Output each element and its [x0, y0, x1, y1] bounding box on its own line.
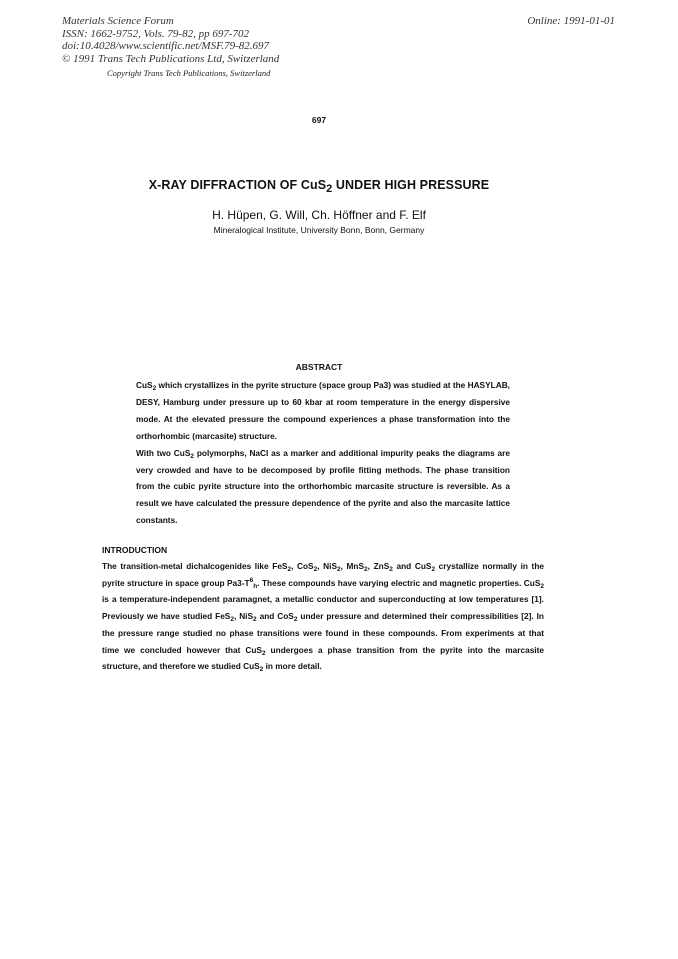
- page-number: 697: [311, 115, 327, 125]
- paper-title: [0, 178, 638, 195]
- text-run: , ZnS: [367, 561, 390, 571]
- text-run: The transition-metal dichalcogenides like FeS: [102, 561, 288, 571]
- abstract-paragraph-2: [136, 445, 510, 530]
- introduction-heading: INTRODUCTION: [102, 545, 168, 555]
- issn-line: ISSN: 1662-9752, Vols. 79-82, pp 697-702: [62, 27, 249, 40]
- title-suffix: UNDER HIGH PRESSURE: [332, 178, 490, 192]
- abstract-paragraph-1: [136, 377, 510, 445]
- subscript: 2: [259, 666, 264, 674]
- text-run: is a temperature-independent paramagnet, a metallic conductor and superconducting at low temperatures [1]. Previously we have studied FeS: [102, 594, 544, 622]
- subscript: 2: [261, 649, 266, 657]
- authors: H. Hüpen, G. Will, Ch. Höffner and F. Elf: [212, 208, 426, 222]
- text-run: which crystallizes in the pyrite structure (space group Pa3) was studied at the HASYLAB, DESY, Hamburg under pressure up to 60 kbar at room temperature in the energy dispersive mode. At the elevated pressure the compound experiences a phase transformation into the orthorhombic (marcasite) structure.: [136, 380, 510, 441]
- subscript: 2: [431, 566, 436, 573]
- subscript: 2: [190, 452, 195, 460]
- text-run: polymorphs, NaCl as a marker and additional impurity peaks the diagrams are very crowded and have to be decomposed by profile fitting methods. The phase transition from the cubic pyrite structure into the orthorhombic marcasite structure is reversible. As a result we have calculated the pressure dependence of the pyrite and also the marcasite lattice constants.: [136, 447, 510, 526]
- superscript: 6: [249, 576, 254, 584]
- subscript: 2: [389, 566, 393, 573]
- text-run: , CoS: [291, 561, 314, 571]
- subscript: 2: [364, 566, 368, 573]
- introduction-paragraph: [102, 558, 544, 675]
- subscript: 2: [540, 582, 544, 590]
- text-run: and CoS: [256, 611, 294, 622]
- abstract-heading: ABSTRACT: [295, 362, 343, 372]
- subscript: 2: [313, 566, 318, 573]
- text-run: , NiS: [317, 561, 337, 571]
- text-run: undergoes a phase transition from the pyrite into the marcasite structure, and therefore we studied CuS: [102, 644, 544, 672]
- text-run: CuS: [136, 380, 153, 390]
- doi-line[interactable]: doi:10.4028/www.scientific.net/MSF.79-82.697: [62, 40, 270, 52]
- text-run: With two CuS: [136, 447, 191, 458]
- text-run: , MnS: [340, 561, 365, 571]
- subscript: 2: [230, 616, 234, 624]
- publisher-copyright: Copyright Trans Tech Publications, Switzerland: [107, 68, 271, 78]
- introduction-body: [102, 558, 544, 675]
- journal-metadata: [62, 15, 279, 65]
- text-run: crystallize normally in the pyrite structure in space group Pa3-T: [102, 561, 545, 588]
- text-run: in more detail.: [263, 661, 322, 672]
- text-run: . These compounds have varying electric and magnetic properties. CuS: [257, 577, 541, 588]
- subscript: 2: [287, 566, 292, 573]
- subscript: h: [253, 582, 258, 590]
- subscript: 2: [253, 616, 257, 624]
- subscript: 2: [152, 385, 157, 392]
- online-date: Online: 1991-01-01: [527, 15, 615, 27]
- copyright-line: © 1991 Trans Tech Publications Ltd, Switzerland: [62, 52, 280, 65]
- title-subscript: 2: [326, 183, 333, 195]
- text-run: under pressure and determined their compressibilities [2]. In the pressure range studied no phase transitions were found in these compounds. From experiments at that time we concluded however that CuS: [102, 611, 544, 655]
- abstract-body: [136, 377, 510, 529]
- text-run: , NiS: [233, 611, 254, 622]
- text-run: and CuS: [392, 561, 432, 571]
- journal-name: Materials Science Forum: [62, 15, 174, 27]
- title-prefix: X-RAY DIFFRACTION OF CuS: [148, 178, 327, 192]
- subscript: 2: [293, 616, 298, 624]
- subscript: 2: [336, 566, 341, 573]
- affiliation: Mineralogical Institute, University Bonn, Bonn, Germany: [213, 225, 425, 235]
